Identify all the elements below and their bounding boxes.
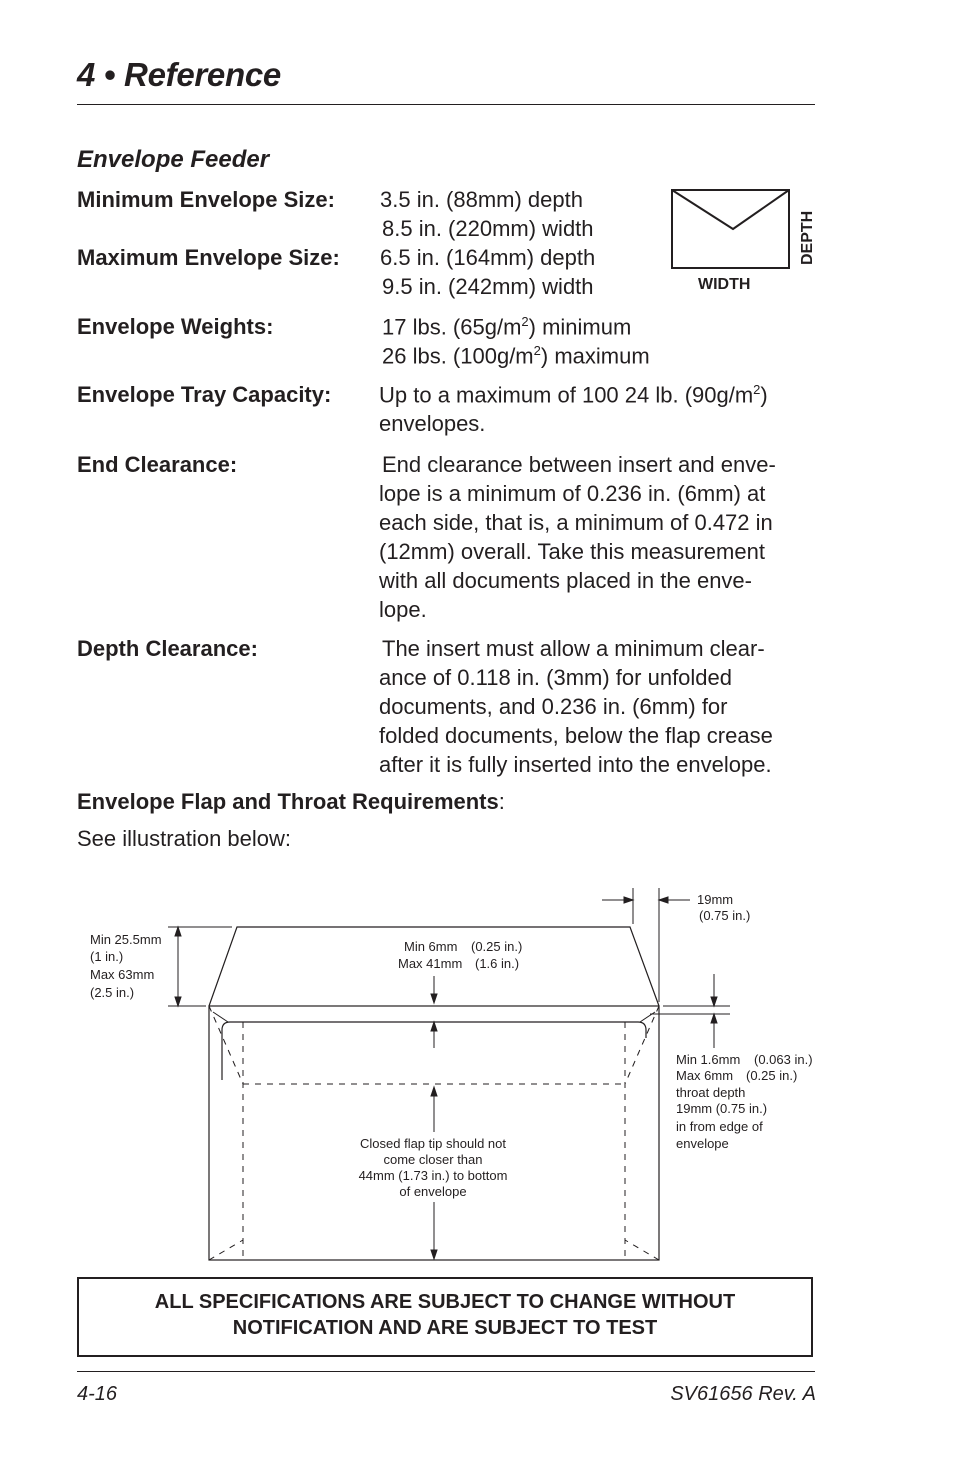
flap-tip-note: Closed flap tip should not: [360, 1136, 506, 1151]
tray-capacity-line1: Up to a maximum of 100 24 lb. $(90g/m^2)$: [379, 382, 768, 408]
flap-height-label: (2.5 in.): [90, 985, 135, 1000]
dashed-flap-diag-left: [209, 1006, 243, 1084]
throat-note: in from edge of: [676, 1119, 763, 1134]
arrow-down-icon: [431, 994, 437, 1003]
arrow-down-icon: [431, 1250, 437, 1259]
flap-height-label: Min 25.5mm: [90, 932, 162, 947]
flap-edge-min-label: Min 6mm: [404, 939, 458, 954]
max-size-label: Maximum Envelope Size:: [77, 245, 340, 270]
envelope-flap-line: [672, 190, 789, 229]
flap-edge-max-label: Max 41mm: [398, 956, 463, 971]
envelope-dimension-icon: [665, 185, 825, 295]
arrow-down-icon: [711, 997, 717, 1006]
arrow-left-icon: [659, 897, 668, 903]
throat-max-label: Max 6mm: [676, 1068, 734, 1083]
flap-requirements-heading: Envelope Flap and Throat Requirements:: [77, 789, 505, 814]
depth-clearance-line: ance of 0.118 in. (3mm) for unfolded: [379, 665, 733, 690]
dashed-flap-diag-right: [625, 1006, 659, 1084]
flap-tip-note: come closer than: [383, 1152, 483, 1167]
min-size-label: Minimum Envelope Size:: [77, 187, 335, 212]
flap-edge-min-in-label: (0.25 in.): [471, 939, 523, 954]
header-rule: [77, 104, 815, 105]
tray-label: Envelope Tray Capacity:: [77, 382, 332, 407]
arrow-up-icon: [175, 927, 181, 936]
max-size-width: 9.5 in. (242mm) width: [382, 274, 594, 299]
throat-note: 19mm (0.75 in.): [676, 1101, 768, 1116]
document-id: SV61656 Rev. A: [670, 1383, 816, 1405]
depth-label: DEPTH: [799, 210, 816, 265]
min-size-depth: 3.5 in. (88mm) depth: [380, 187, 583, 212]
depth-clearance-line: folded documents, below the flap crease: [379, 723, 773, 748]
end-clearance-line: each side, that is, a minimum of 0.472 in: [379, 510, 773, 535]
side-offset-label: (0.75 in.): [699, 908, 751, 923]
notice-line: ALL SPECIFICATIONS ARE SUBJECT TO CHANGE WITHOUT: [154, 1291, 736, 1313]
notice-line: NOTIFICATION AND ARE SUBJECT TO TEST: [232, 1317, 658, 1339]
arrow-up-icon: [711, 1014, 717, 1023]
width-label: WIDTH: [698, 276, 751, 293]
weights-label: Envelope Weights:: [77, 314, 274, 339]
end-clearance-line: (12mm) overall. Take this measurement: [379, 539, 765, 564]
arrow-up-icon: [431, 1022, 437, 1031]
flap-throat-diagram: [0, 880, 954, 1270]
throat-note: throat depth: [676, 1085, 746, 1100]
tray-capacity-line2: envelopes.: [379, 411, 486, 436]
min-size-width: 8.5 in. (220mm) width: [382, 216, 594, 241]
flap-height-label: Max 63mm: [90, 967, 155, 982]
weights-min: 17 lbs. $(65g/m^2)$ minimum: [382, 314, 632, 340]
throat-min-in-label: (0.063 in.): [754, 1052, 813, 1067]
throat-note: envelope: [676, 1136, 729, 1151]
end-clearance-line: lope.: [379, 597, 427, 622]
flap-edge-max-in-label: (1.6 in.): [475, 956, 520, 971]
flap-tip-note: 44mm (1.73 in.) to bottom: [358, 1168, 508, 1183]
arrow-down-icon: [175, 997, 181, 1006]
end-clearance-line: with all documents placed in the enve-: [379, 568, 752, 593]
throat-max-in-label: (0.25 in.): [746, 1068, 798, 1083]
depth-clearance-line: after it is fully inserted into the envelope.: [379, 752, 772, 777]
depth-clearance-line: The insert must allow a minimum clear-: [382, 636, 765, 661]
chapter-title: 4 • Reference: [77, 56, 281, 93]
flap-tip-note: of envelope: [399, 1184, 467, 1199]
weights-max: 26 lbs. $(100g/m^2)$ maximum: [382, 343, 650, 369]
end-clearance-line: End clearance between insert and enve-: [382, 452, 776, 477]
see-illustration-text: See illustration below:: [77, 826, 292, 851]
depth-clearance-label: Depth Clearance:: [77, 636, 258, 661]
depth-clearance-line: documents, and 0.236 in. (6mm) for: [379, 694, 728, 719]
page-number: 4-16: [77, 1383, 118, 1405]
footer-rule: [77, 1371, 815, 1372]
end-clearance-line: lope is a minimum of 0.236 in. (6mm) at: [379, 481, 766, 506]
dashed-corner-bl: [209, 1240, 243, 1260]
throat-min-label: Min 1.6mm: [676, 1052, 741, 1067]
arrow-up-icon: [431, 1087, 437, 1096]
end-clearance-label: End Clearance:: [77, 452, 238, 477]
max-size-depth: 6.5 in. (164mm) depth: [380, 245, 596, 270]
dashed-corner-br: [625, 1240, 659, 1260]
specifications-notice: [77, 1277, 813, 1357]
flap-height-label: (1 in.): [90, 949, 124, 964]
arrow-right-icon: [624, 897, 633, 903]
section-title: Envelope Feeder: [77, 146, 270, 173]
side-offset-label: 19mm: [697, 892, 734, 907]
